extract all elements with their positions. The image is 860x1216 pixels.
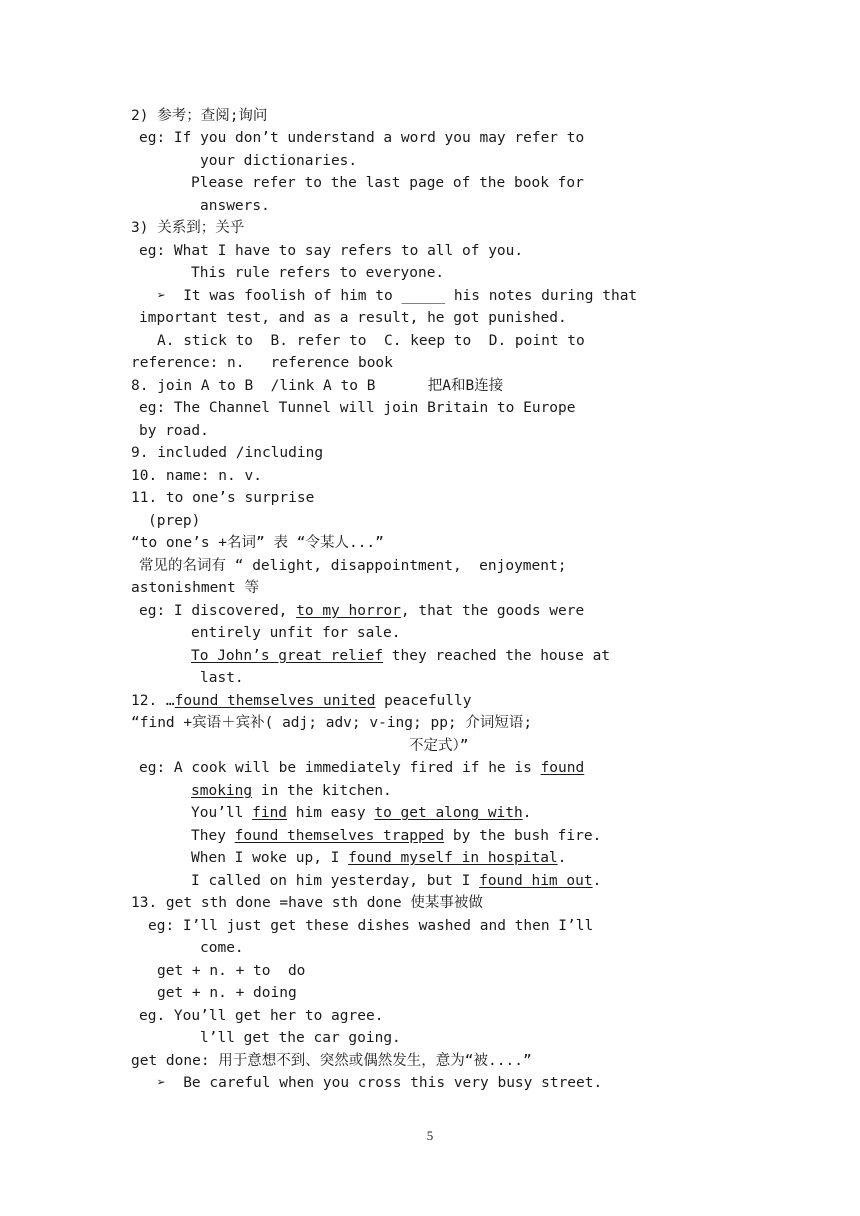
text-line: 12. …found themselves united peacefully xyxy=(131,693,472,709)
underlined-phrase: to get along with xyxy=(374,805,523,821)
bullet-line xyxy=(157,1073,602,1093)
text-line: 9. included /including xyxy=(131,445,324,461)
text-line: by road. xyxy=(139,423,209,439)
underlined-phrase: found him out xyxy=(479,873,593,889)
bullet-text: Be careful when you cross this very busy street. xyxy=(183,1075,603,1091)
bullet-text: It was foolish of him to _____ his notes during that xyxy=(183,288,638,304)
text-line: astonishment 等 xyxy=(131,580,259,596)
text-line: 10. name: n. v. xyxy=(131,468,262,484)
text-line: entirely unfit for sale. xyxy=(191,625,401,641)
text-line: This rule refers to everyone. xyxy=(191,265,445,281)
text-line: When I woke up, I found myself in hospital. xyxy=(191,850,567,866)
text-line: last. xyxy=(200,670,244,686)
text-line: answers. xyxy=(200,198,270,214)
text-line: your dictionaries. xyxy=(200,153,358,169)
text-line: l’ll get the car going. xyxy=(200,1030,401,1046)
text-line: 13. get sth done =have sth done 使某事被做 xyxy=(131,895,483,911)
arrow-bullet-icon: ➢ xyxy=(157,288,166,304)
text-line: (prep) xyxy=(148,513,201,529)
text-line: get + n. + doing xyxy=(157,985,297,1001)
text-line: 2) 参考；查阅;询问 xyxy=(131,108,268,124)
text-line: get done: 用于意想不到、突然或偶然发生，意为“被....” xyxy=(131,1053,532,1069)
underlined-phrase: found themselves trapped xyxy=(234,828,445,844)
arrow-bullet-icon: ➢ xyxy=(157,1075,166,1091)
text-line: eg: What I have to say refers to all of you. xyxy=(139,243,524,259)
text-line: 不定式）” xyxy=(409,738,469,754)
underlined-phrase: found xyxy=(540,760,585,776)
text-line: get + n. + to do xyxy=(157,963,306,979)
text-line: eg: If you don’t understand a word you may refer to xyxy=(139,130,585,146)
text-line: important test, and as a result, he got punished. xyxy=(139,310,567,326)
text-line: eg: A cook will be immediately fired if he is found xyxy=(139,760,585,776)
underlined-phrase: found themselves united xyxy=(174,693,376,709)
text-line: I called on him yesterday, but I found him out. xyxy=(191,873,602,889)
text-line: You’ll find him easy to get along with. xyxy=(191,805,532,821)
text-line: A. stick to B. refer to C. keep to D. point to xyxy=(157,333,585,349)
text-line: 3) 关系到；关乎 xyxy=(131,220,245,236)
text-line: smoking in the kitchen. xyxy=(191,783,392,799)
text-line: eg: I discovered, to my horror, that the goods were xyxy=(139,603,585,619)
text-line: Please refer to the last page of the book for xyxy=(191,175,584,191)
bullet-line xyxy=(157,286,637,306)
page-number: 5 xyxy=(426,1128,434,1143)
text-line: 11. to one’s surprise xyxy=(131,490,315,506)
text-line: They found themselves trapped by the bush fire. xyxy=(191,828,602,844)
text-line: eg: I’ll just get these dishes washed and then I’ll xyxy=(148,918,594,934)
text-line: come. xyxy=(200,940,244,956)
text-line: To John’s great relief they reached the house at xyxy=(191,648,611,664)
text-line: reference: n. reference book xyxy=(131,355,393,371)
underlined-phrase: to my horror xyxy=(296,603,401,619)
text-line: 常见的名词有 “ delight, disappointment, enjoyment; xyxy=(139,558,567,574)
underlined-phrase: smoking xyxy=(191,783,253,799)
text-line: eg: The Channel Tunnel will join Britain to Europe xyxy=(139,400,576,416)
text-line: 8. join A to B /link A to B 把A和B连接 xyxy=(131,378,504,394)
text-line: “to one’s +名词” 表 “令某人...” xyxy=(131,535,384,551)
underlined-phrase: find xyxy=(252,805,288,821)
text-line: “find +宾语＋宾补( adj; adv; v-ing; pp; 介词短语; xyxy=(131,715,533,731)
text-line: eg. You’ll get her to agree. xyxy=(139,1008,384,1024)
underlined-phrase: To John’s great relief xyxy=(191,648,384,664)
underlined-phrase: found myself in hospital xyxy=(348,850,558,866)
